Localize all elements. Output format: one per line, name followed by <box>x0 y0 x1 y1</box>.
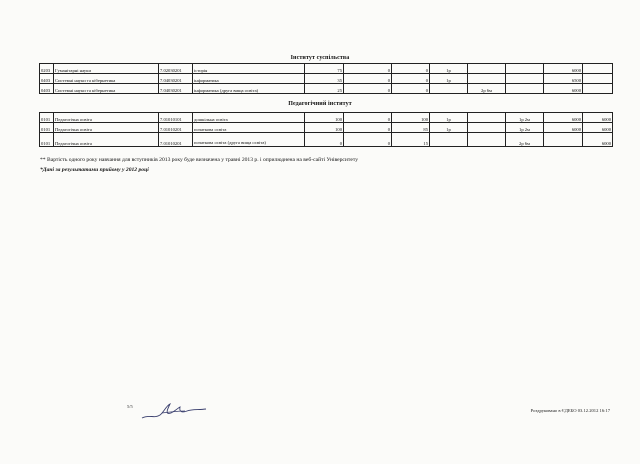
table-row <box>40 113 613 123</box>
term-cell <box>430 84 468 94</box>
spec-cell: інформатика (друга вища освіта) <box>193 84 305 94</box>
term-cell: 1р <box>430 64 468 74</box>
field-cell: Педагогічна освіта <box>54 123 159 133</box>
spec-code-cell: 7.01010101 <box>159 113 193 123</box>
signature-image <box>140 400 210 422</box>
licensed-cell: 100 <box>305 113 344 123</box>
contract-cell: 85 <box>392 123 430 133</box>
table-row <box>40 123 613 133</box>
term2-cell <box>468 74 506 84</box>
cost2-cell <box>583 64 613 74</box>
budget-cell: 0 <box>344 113 392 123</box>
licensed-cell: 75 <box>305 64 344 74</box>
term3-cell: 1р 2м <box>506 123 544 133</box>
cost-note: ** Вартість одного року навчання для вступників 2013 року буде визначена у травні 2013 р. і оприлюднена на веб-сайті Університету <box>40 157 359 163</box>
spec-cell: інформатика <box>193 74 305 84</box>
term3-cell: 2р 6м <box>506 133 544 147</box>
budget-cell: 0 <box>344 74 392 84</box>
code-cell: 0101 <box>40 123 54 133</box>
spec-cell: початкова освіта (друга вища освіта) <box>193 133 305 147</box>
spec-cell: дошкільна освіта <box>193 113 305 123</box>
cost2-cell: 6000 <box>583 113 613 123</box>
table-row <box>40 84 613 94</box>
budget-cell: 0 <box>344 84 392 94</box>
spec-cell: історія <box>193 64 305 74</box>
spec-code-cell: 7.01010201 <box>159 123 193 133</box>
budget-cell: 0 <box>344 123 392 133</box>
term3-cell: 1р 2м <box>506 113 544 123</box>
field-cell: Системні науки та кібернетика <box>54 84 159 94</box>
term3-cell <box>506 64 544 74</box>
term-cell: 1р <box>430 113 468 123</box>
cost-cell: 6000 <box>544 123 583 133</box>
cost-cell: 6000 <box>544 84 583 94</box>
licensed-cell: 35 <box>305 74 344 84</box>
term2-cell <box>468 64 506 74</box>
section-title-pedagogical: Педагогічний інститут <box>288 101 352 107</box>
term2-cell <box>468 133 506 147</box>
table-row <box>40 133 613 147</box>
field-cell: Гуманітарні науки <box>54 64 159 74</box>
table-row <box>40 64 613 74</box>
page-number: 5/5 <box>127 404 133 409</box>
code-cell: 0403 <box>40 84 54 94</box>
code-cell: 0101 <box>40 133 54 147</box>
licensed-cell: 25 <box>305 84 344 94</box>
field-cell: Педагогічна освіта <box>54 113 159 123</box>
term2-cell <box>468 113 506 123</box>
table-row <box>40 74 613 84</box>
section-title-society: Інститут суспільства <box>290 55 350 61</box>
society-table <box>39 63 613 94</box>
spec-cell: початкова освіта <box>193 123 305 133</box>
term-cell <box>430 133 468 147</box>
budget-cell: 0 <box>344 64 392 74</box>
cost2-cell: 6000 <box>583 123 613 133</box>
term-cell: 1р <box>430 123 468 133</box>
contract-cell: 0 <box>392 84 430 94</box>
cost2-cell <box>583 84 613 94</box>
code-cell: 0403 <box>40 74 54 84</box>
budget-cell: 0 <box>344 133 392 147</box>
contract-cell: 0 <box>392 74 430 84</box>
code-cell: 0101 <box>40 113 54 123</box>
term-cell: 1р <box>430 74 468 84</box>
cost-cell <box>544 133 583 147</box>
term3-cell <box>506 84 544 94</box>
term3-cell <box>506 74 544 84</box>
spec-code-cell: 7.02030201 <box>159 64 193 74</box>
admission-note-text: *Дані за результатами прийому у 2012 році <box>40 167 149 173</box>
spec-code-cell: 7.04030201 <box>159 74 193 84</box>
licensed-cell: 0 <box>305 133 344 147</box>
cost2-cell: 6000 <box>583 133 613 147</box>
pedagogical-table <box>39 112 613 147</box>
contract-cell: 100 <box>392 113 430 123</box>
admission-note <box>40 167 149 173</box>
spec-code-cell: 7.04030201 <box>159 84 193 94</box>
cost-cell: 6500 <box>544 74 583 84</box>
field-cell: Педагогічна освіта <box>54 133 159 147</box>
term2-cell <box>468 123 506 133</box>
cost-cell: 6000 <box>544 113 583 123</box>
cost2-cell <box>583 74 613 84</box>
print-stamp: Роздруковано в ЄДЕБО 03.12.2012 16:17 <box>530 408 610 413</box>
spec-code-cell: 7.01010201 <box>159 133 193 147</box>
licensed-cell: 100 <box>305 123 344 133</box>
term2-cell: 2р 6м <box>468 84 506 94</box>
contract-cell: 15 <box>392 133 430 147</box>
contract-cell: 0 <box>392 64 430 74</box>
cost-cell: 6000 <box>544 64 583 74</box>
field-cell: Системні науки та кібернетика <box>54 74 159 84</box>
code-cell: 0203 <box>40 64 54 74</box>
